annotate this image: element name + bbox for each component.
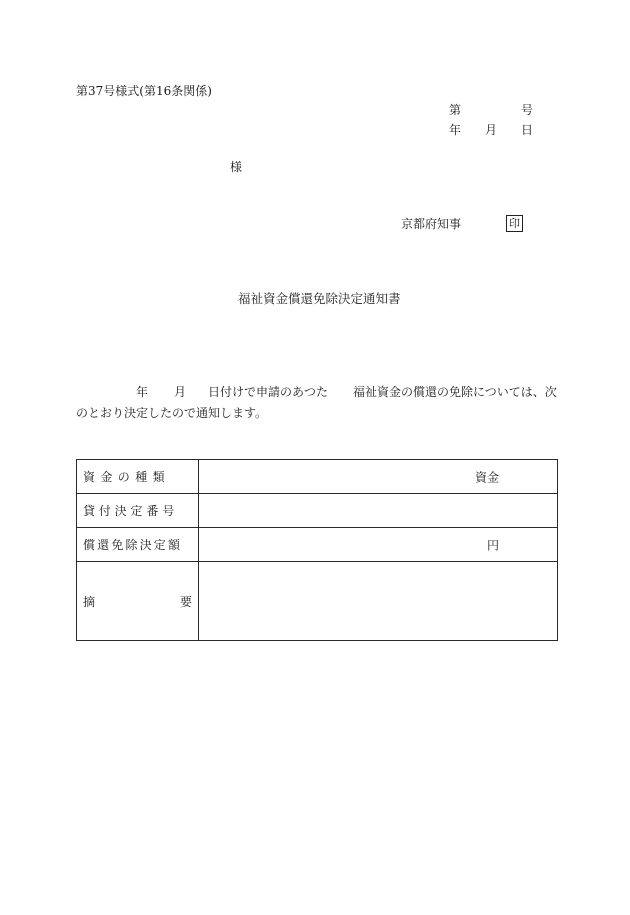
addressee-honorific: 様 (230, 160, 243, 174)
exemption-amount-label: 償還免除決定額 (77, 528, 199, 562)
body-year-label: 年 (136, 385, 149, 399)
body-text-line-2: のとおり決定したので通知します。 (76, 406, 268, 420)
remarks-field[interactable] (199, 562, 558, 641)
remarks-label-left: 摘 (83, 594, 96, 609)
date-month-label: 月 (485, 123, 498, 137)
loan-number-field[interactable] (199, 494, 558, 528)
remarks-label (77, 562, 199, 641)
fund-type-field[interactable] (199, 460, 558, 494)
seal-mark: 印 (506, 215, 523, 232)
fund-type-suffix: 資金 (475, 470, 500, 484)
loan-number-label: 貸付決定番号 (77, 494, 199, 528)
document-title: 福祉資金償還免除決定通知書 (238, 291, 401, 306)
table-row-fund-type (77, 460, 558, 494)
form-number: 第37号様式(第16条関係) (76, 84, 212, 98)
date-day-label: 日 (521, 123, 534, 137)
doc-no-prefix: 第 (449, 103, 462, 117)
doc-no-suffix: 号 (521, 103, 534, 117)
table-row-loan-number (77, 494, 558, 528)
remarks-label-right: 要 (179, 594, 192, 609)
issuer-name: 京都府知事 (401, 217, 462, 231)
exemption-amount-field[interactable] (199, 528, 558, 562)
details-table (76, 459, 558, 641)
body-text-mid: 日付けで申請のあつた (208, 385, 329, 399)
body-text-line-1 (76, 386, 558, 400)
fund-type-label: 資金の種類 (77, 460, 199, 494)
date-year-label: 年 (449, 123, 462, 137)
body-text-end: 福祉資金の償還の免除については、次 (353, 385, 557, 399)
amount-suffix: 円 (487, 538, 500, 552)
body-month-label: 月 (174, 385, 187, 399)
table-row-exemption-amount (77, 528, 558, 562)
table-row-remarks (77, 562, 558, 641)
